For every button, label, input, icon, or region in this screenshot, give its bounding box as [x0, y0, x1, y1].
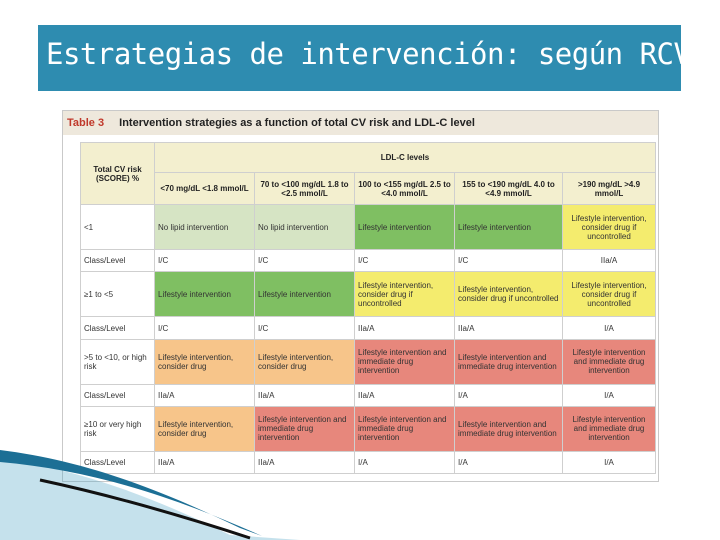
table-row — [81, 205, 656, 250]
table-figure — [62, 110, 659, 482]
decorative-swoosh — [0, 440, 300, 540]
class-cell: I/C — [255, 250, 355, 272]
class-cell: I/A — [563, 384, 656, 406]
intervention-cell: Lifestyle intervention — [255, 272, 355, 317]
class-cell: I/A — [455, 384, 563, 406]
intervention-cell: Lifestyle intervention, consider drug — [155, 339, 255, 384]
intervention-cell: Lifestyle intervention, consider drug if uncontrolled — [355, 272, 455, 317]
table-caption: Intervention strategies as a function of total CV risk and LDL-C level — [119, 117, 475, 129]
slide-title-bar — [38, 25, 691, 91]
class-cell: I/C — [155, 317, 255, 339]
class-cell: I/A — [563, 317, 656, 339]
class-cell: IIa/A — [255, 451, 355, 473]
class-cell: I/A — [455, 451, 563, 473]
class-cell: IIa/A — [155, 451, 255, 473]
class-cell: I/A — [563, 451, 656, 473]
column-header: 100 to <155 mg/dL 2.5 to <4.0 mmol/L — [355, 173, 455, 205]
slide-title: Estrategias de intervención: según RCV — [46, 37, 691, 71]
intervention-cell: No lipid intervention — [255, 205, 355, 250]
class-cell: IIa/A — [563, 250, 656, 272]
intervention-cell: Lifestyle intervention and immediate drug intervention — [355, 339, 455, 384]
table-caption-strip — [63, 111, 658, 135]
class-cell: I/A — [355, 451, 455, 473]
class-label: Class/Level — [81, 451, 155, 473]
risk-label: ≥1 to <5 — [81, 272, 155, 317]
column-header: >190 mg/dL >4.9 mmol/L — [563, 173, 656, 205]
intervention-table — [80, 142, 656, 474]
intervention-cell: Lifestyle intervention — [455, 205, 563, 250]
intervention-cell: Lifestyle intervention and immediate drug intervention — [455, 339, 563, 384]
intervention-cell: Lifestyle intervention, consider drug if uncontrolled — [455, 272, 563, 317]
class-cell: IIa/A — [155, 384, 255, 406]
class-cell: I/C — [155, 250, 255, 272]
class-label: Class/Level — [81, 250, 155, 272]
class-cell: IIa/A — [355, 317, 455, 339]
class-row — [81, 384, 656, 406]
table-row — [81, 339, 656, 384]
column-header: 155 to <190 mg/dL 4.0 to <4.9 mmol/L — [455, 173, 563, 205]
intervention-cell: Lifestyle intervention, consider drug — [255, 339, 355, 384]
class-cell: I/C — [455, 250, 563, 272]
intervention-cell: Lifestyle intervention — [155, 272, 255, 317]
intervention-cell: Lifestyle intervention, consider drug if uncontrolled — [563, 272, 656, 317]
table-row — [81, 272, 656, 317]
table-number: Table 3 — [67, 117, 105, 129]
intervention-cell: Lifestyle intervention and immediate drug intervention — [355, 406, 455, 451]
column-header: <70 mg/dL <1.8 mmol/L — [155, 173, 255, 205]
intervention-cell: Lifestyle intervention and immediate drug intervention — [563, 406, 656, 451]
intervention-cell: Lifestyle intervention, consider drug if uncontrolled — [563, 205, 656, 250]
class-row — [81, 250, 656, 272]
risk-label: <1 — [81, 205, 155, 250]
intervention-cell: No lipid intervention — [155, 205, 255, 250]
class-cell: IIa/A — [455, 317, 563, 339]
class-cell: I/C — [355, 250, 455, 272]
risk-label: >5 to <10, or high risk — [81, 339, 155, 384]
risk-label: ≥10 or very high risk — [81, 406, 155, 451]
class-row — [81, 317, 656, 339]
ldl-header: LDL-C levels — [155, 143, 656, 173]
column-header: 70 to <100 mg/dL 1.8 to <2.5 mmol/L — [255, 173, 355, 205]
class-cell: I/C — [255, 317, 355, 339]
intervention-cell: Lifestyle intervention and immediate drug intervention — [455, 406, 563, 451]
class-cell: IIa/A — [255, 384, 355, 406]
intervention-cell: Lifestyle intervention, consider drug — [155, 406, 255, 451]
class-label: Class/Level — [81, 384, 155, 406]
intervention-cell: Lifestyle intervention and immediate drug intervention — [255, 406, 355, 451]
risk-header: Total CV risk (SCORE) % — [81, 143, 155, 205]
intervention-cell: Lifestyle intervention — [355, 205, 455, 250]
intervention-cell: Lifestyle intervention and immediate drug intervention — [563, 339, 656, 384]
class-label: Class/Level — [81, 317, 155, 339]
class-cell: IIa/A — [355, 384, 455, 406]
